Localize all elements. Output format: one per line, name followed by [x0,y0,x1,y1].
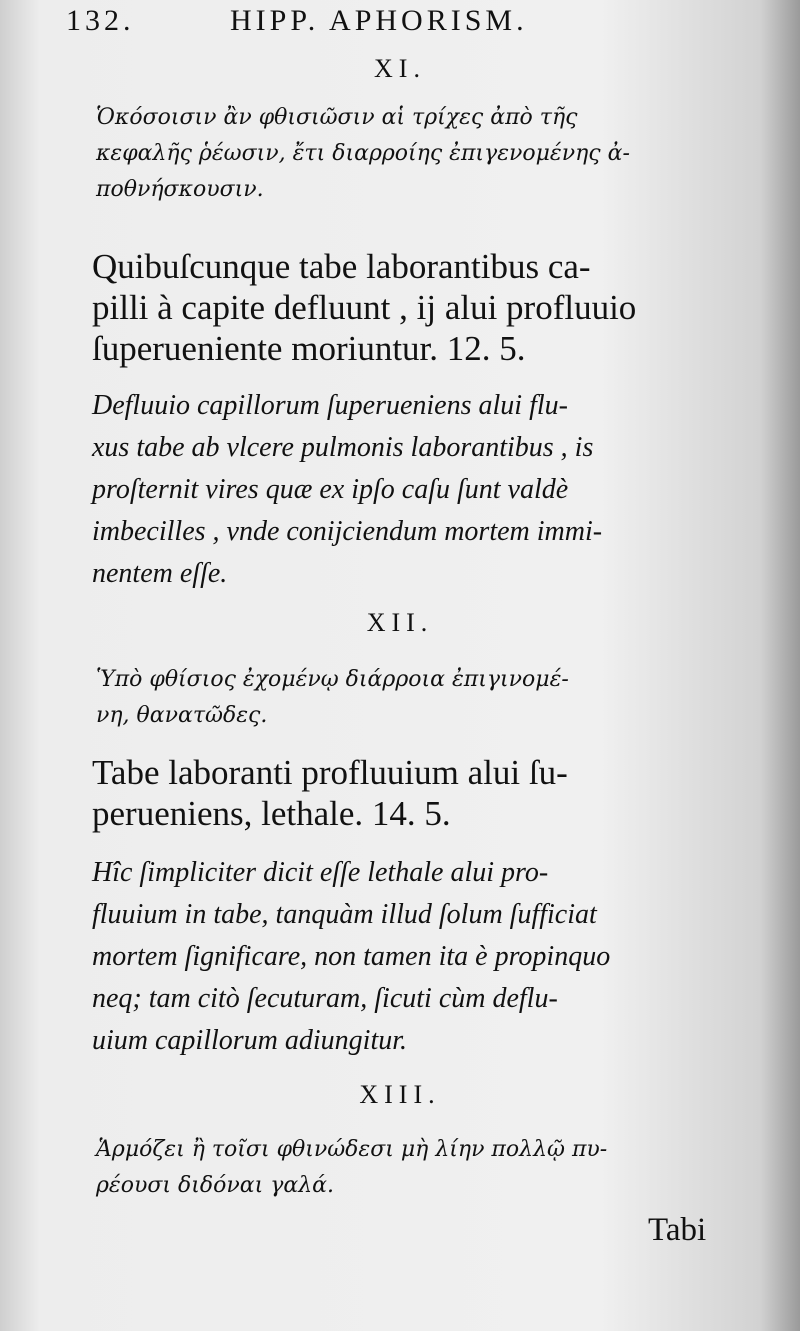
commentary-line: uium capillorum adiungitur. [92,1025,408,1056]
commentary-line: neq; tam citò ſecuturam, ſicuti cùm deflu- [92,983,558,1014]
aphorism-numeral-xi: XI. [374,54,426,83]
latin-line: pilli à capite defluunt , ij alui profluuio [92,288,637,327]
latin-text-xii [92,752,732,834]
commentary-line: mortem ſignificare, non tamen ita è propinquo [92,941,611,972]
commentary-line: proſternit vires quæ ex ipſo caſu ſunt valdè [92,474,569,505]
page-header [66,4,726,44]
greek-line: Ὑπὸ φθίσιος ἐχομένῳ διάρροια ἐπιγινομέ- [96,667,569,692]
aphorism-numeral-xiii: XIII. [359,1080,441,1109]
greek-line: Ἁρμόζει ἢ τοῖσι φθινώδεσι μὴ λίην πολλῷ πυ- [96,1137,608,1162]
commentary-line: nentem eſſe. [92,558,228,589]
latin-line: ſuperueniente moriuntur. 12. 5. [92,329,526,368]
latin-line: perueniens, lethale. 14. 5. [92,794,451,833]
aphorism-numeral-xii: XII. [366,608,434,637]
commentary-line: xus tabe ab vlcere pulmonis laborantibus , is [92,432,594,463]
commentary-line: fluuium in tabe, tanquàm illud ſolum ſufficiat [92,899,597,930]
greek-line: ρέουσι διδόναι γαλά. [96,1173,335,1198]
commentary-line: Hîc ſimpliciter dicit eſſe lethale alui pro- [92,857,549,888]
greek-line: Ὁκόσοισιν ἂν φθισιῶσιν αἱ τρίχες ἀπὸ τῆς [96,105,578,130]
latin-text-xi [92,246,732,369]
greek-line: νη, θανατῶδες. [96,703,268,728]
commentary-line: Defluuio capillorum ſuperueniens alui flu- [92,390,568,421]
latin-line: Tabe laboranti profluuium alui ſu- [92,753,568,792]
greek-text-xiii [96,1132,736,1204]
greek-text-xii [96,662,736,734]
catchword: Tabi [648,1212,707,1248]
greek-text-xi [96,100,736,208]
running-title: HIPP. APHORISM. [230,4,528,37]
page-number: 132. [66,4,135,37]
commentary-xi [92,385,732,595]
greek-line: ποθνήσκουσιν. [96,177,264,202]
commentary-line: imbecilles , vnde conijciendum mortem immi- [92,516,603,547]
greek-line: κεφαλῆς ῥέωσιν, ἔτι διαρροίης ἐπιγενομένης ἀ- [96,141,630,166]
commentary-xii [92,852,732,1062]
latin-line: Quibuſcunque tabe laborantibus ca- [92,247,591,286]
